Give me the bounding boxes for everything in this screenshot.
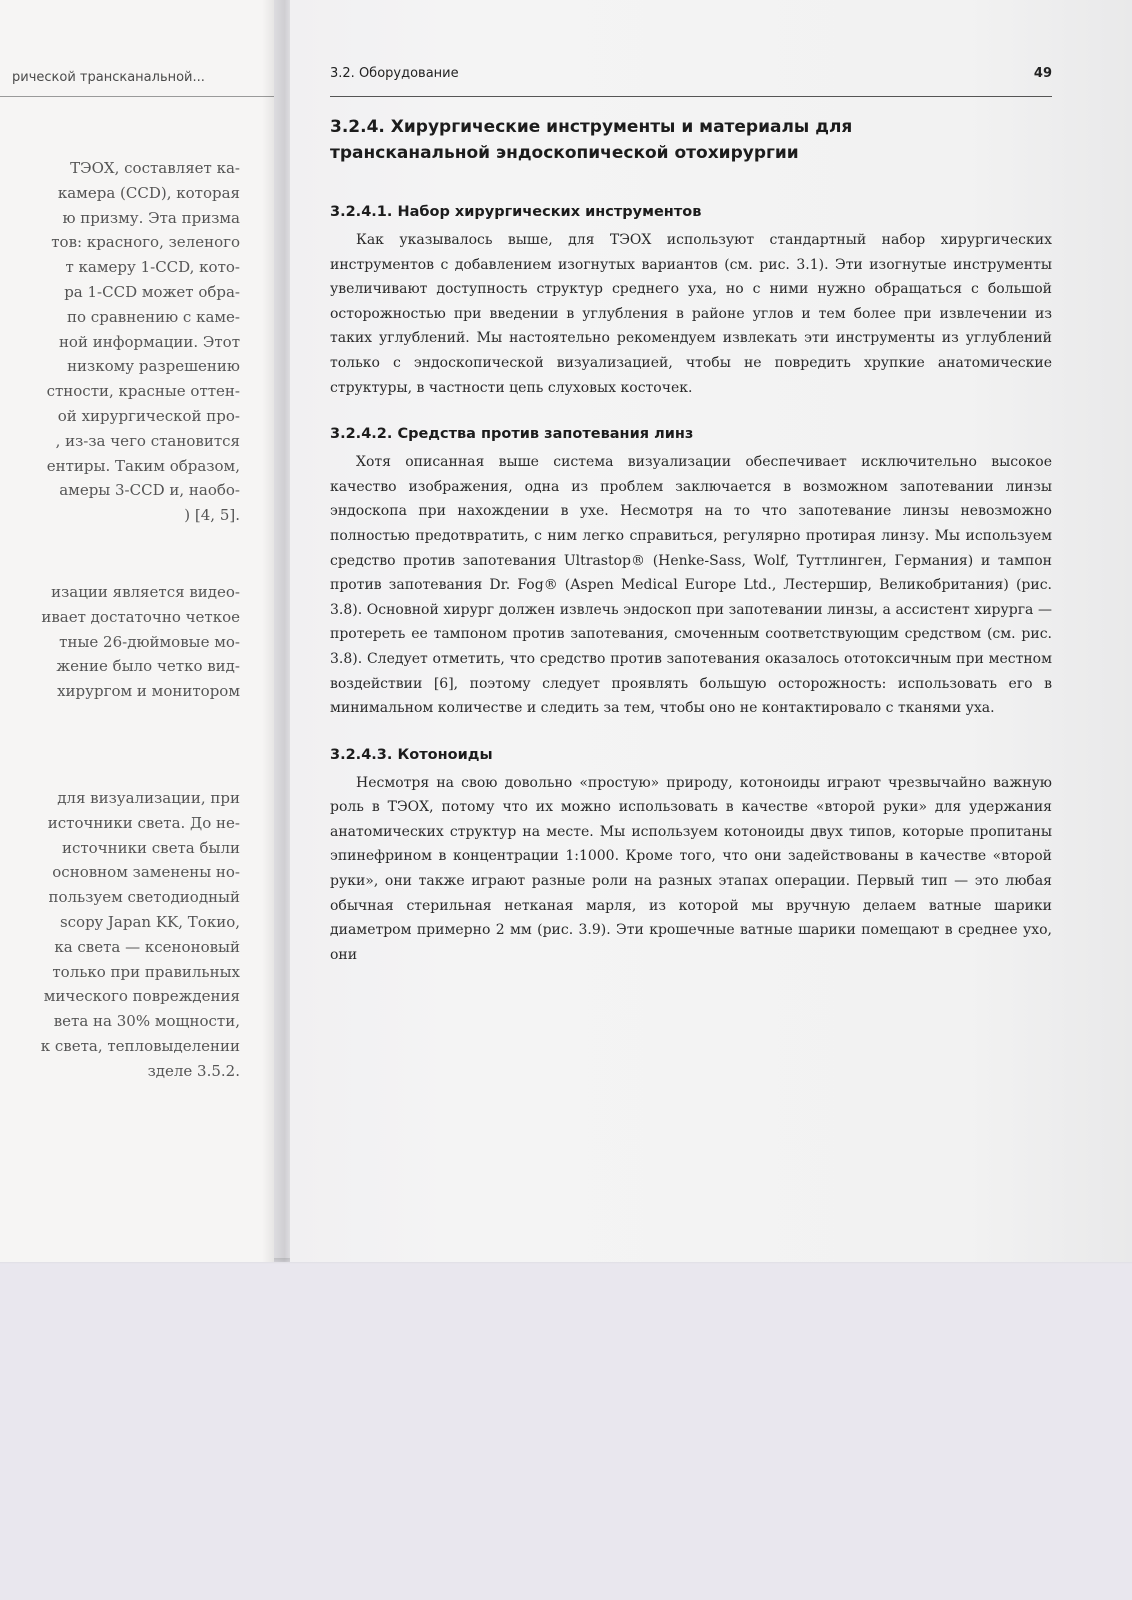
header-rule: [330, 96, 1052, 97]
left-fragment-line: тные 26-дюймовые мо-: [59, 632, 240, 651]
paragraph-antifog: Хотя описанная выше система визуализации обеспечивает исключительно высокое качество изображения, одна из проблем заключается в возможном запотевании линзы эндоскопа при нахождении в ухе. Несмотря на то что запотевание линзы невозможно полностью предотвратить, с ним легко справиться, регулярно протирая линзу. Мы используем средство против запотевания Ultrastop® (Henke-Sass, Wolf, Туттлинген, Германия) и тампон против запотевания Dr. Fog® (Aspen Medical Europe Ltd., Лестершир, Великобритания) (рис. 3.8). Основной хирург должен извлечь эндоскоп при запотевании линзы, а ассистент хирурга — протереть ее тампоном против запотевания, смоченным соответствующим средством (см. рис. 3.8). Следует отметить, что средство против запотевания оказалось ототоксичным при местном воздействии [6], поэтому следует проявлять большую осторожность: использовать его в минимальном количестве и следить за тем, чтобы оно не контактировало с тканями уха.: [330, 454, 1052, 717]
left-fragment-line: хирургом и монитором: [57, 682, 240, 701]
left-header-rule: [0, 96, 274, 97]
left-fragment-line: амеры 3-CCD и, наобо-: [59, 481, 240, 500]
left-fragment-line: т камеру 1-CCD, кото-: [65, 258, 240, 277]
left-fragment-line: изации является видео-: [51, 583, 240, 601]
left-fragment-line: ) [4, 5].: [184, 506, 240, 525]
running-header: [330, 66, 1052, 86]
left-fragment-line: источники света были: [61, 838, 240, 857]
left-fragment-line: ой хирургической про-: [57, 407, 240, 425]
left-fragment-line: scopy Japan KK, Токио,: [59, 913, 240, 931]
page-number: 49: [1033, 66, 1052, 81]
left-fragment-line: вета на 30% мощности,: [53, 1012, 240, 1031]
left-fragment-line: мического повреждения: [43, 987, 240, 1006]
left-fragment-line: зделе 3.5.2.: [147, 1061, 240, 1080]
left-fragment-line: ивает достаточно четкое: [41, 607, 240, 626]
left-fragment-line: низкому разрешению: [67, 357, 240, 376]
left-fragment-line: тов: красного, зеленого: [51, 233, 240, 252]
left-fragment-line: ка света — ксеноновый: [54, 937, 240, 956]
left-fragment-line: только при правильных: [52, 962, 240, 981]
left-fragment-line: жение было четко вид-: [56, 657, 240, 676]
right-page: [290, 0, 1132, 1262]
section-label: 3.2. Оборудование: [330, 66, 459, 81]
left-fragment-line: источники света. До не-: [47, 813, 240, 832]
section-title: 3.2.4. Хирургические инструменты и материалы для трансканальной эндоскопической отохирургии: [330, 117, 853, 163]
background-below-book: [0, 1262, 1132, 1600]
left-fragment-line: ю призму. Эта призма: [62, 208, 240, 227]
left-fragment-line: основном заменены но-: [52, 863, 240, 882]
left-fragment-line: ентиры. Таким образом,: [46, 456, 240, 475]
left-fragment-line: ТЭОХ, составляет ка-: [70, 159, 240, 177]
paragraph-instruments: Как указывалось выше, для ТЭОХ используют стандартный набор хирургических инструментов с добавлением изогнутых вариантов (см. рис. 3.1). Эти изогнутые инструменты увеличивают доступность структур среднего уха, но с ними нужно обращаться с большой осторожностью при введении в углубления в районе углов и тем более при извлечении из таких углублений. Мы настоятельно рекомендуем извлекать эти инструменты из углублений только с эндоскопической визуализацией, чтобы не повредить хрупкие анатомические структуры, в частности цепь слуховых косточек.: [330, 232, 1052, 396]
left-fragment-line: для визуализации, при: [57, 789, 240, 807]
subsection-heading-antifog: 3.2.4.2. Средства против запотевания линз: [330, 426, 694, 443]
left-running-head: рической трансканальной...: [12, 70, 205, 85]
subsection-heading-cottonoids: 3.2.4.3. Котоноиды: [330, 746, 493, 763]
left-fragment-line: пользуем светодиодный: [48, 888, 240, 907]
page-content: [330, 114, 1052, 967]
left-fragment-line: к света, тепловыделении: [40, 1037, 240, 1055]
left-page: [0, 0, 274, 1262]
left-fragment-line: стности, красные оттен-: [46, 382, 240, 401]
paragraph-cottonoids: Несмотря на свою довольно «простую» природу, котоноиды играют чрезвычайно важную роль в ТЭОХ, потому что их можно использовать в качестве «второй руки» для удержания анатомических структур на месте. Мы используем котоноиды двух типов, которые пропитаны эпинефрином в концентрации 1:1000. Кроме того, что они задействованы в качестве «второй руки», они также играют разные роли на разных этапах операции. Первый тип — это любая обычная стерильная нетканая марля, из которой мы вручную делаем ватные шарики диаметром примерно 2 мм (рис. 3.9). Эти крошечные ватные шарики помещают в среднее ухо, они: [330, 774, 1052, 963]
left-fragment-line: камера (CCD), которая: [57, 183, 240, 202]
left-fragment-line: , из-за чего становится: [55, 431, 240, 450]
left-fragment-line: ной информации. Этот: [58, 332, 240, 351]
subsection-heading-instruments: 3.2.4.1. Набор хирургических инструментов: [330, 204, 702, 220]
left-fragment-line: ра 1-CCD может обра-: [64, 283, 240, 301]
left-fragment-line: по сравнению с каме-: [67, 307, 240, 326]
